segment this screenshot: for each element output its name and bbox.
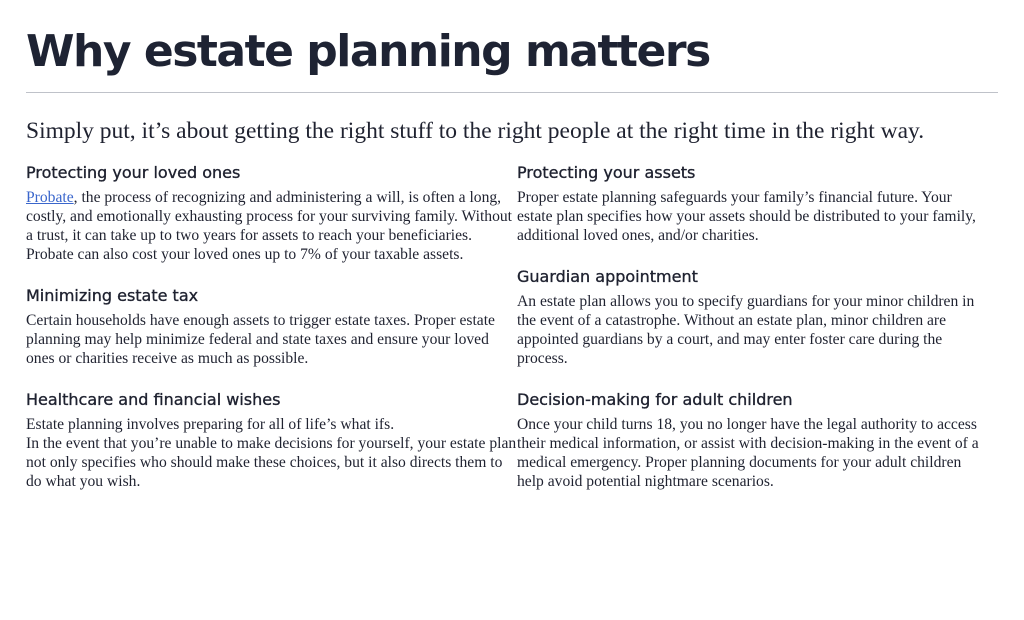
- section-heading: Healthcare and financial wishes: [26, 390, 281, 409]
- left-column: [26, 162, 517, 512]
- section-protecting-loved-ones: [26, 162, 517, 264]
- section-body: [26, 188, 517, 264]
- title-divider: [26, 92, 998, 93]
- section-heading: Decision-making for adult children: [517, 390, 793, 409]
- page-subtitle: Simply put, it’s about getting the right stuff to the right people at the right time in the right way.: [26, 118, 925, 144]
- section-heading: Guardian appointment: [517, 267, 698, 286]
- section-protecting-assets: [517, 162, 987, 245]
- section-body: Proper estate planning safeguards your family’s financial future. Your estate plan specifies how your assets should be distributed to your family, additional loved ones, and/or charities.: [517, 189, 976, 244]
- content-columns: [26, 162, 998, 512]
- section-body: [26, 415, 517, 491]
- right-column: [517, 162, 987, 512]
- section-heading: Protecting your loved ones: [26, 163, 241, 182]
- section-heading: Minimizing estate tax: [26, 286, 199, 305]
- section-heading: Protecting your assets: [517, 163, 696, 182]
- section-body: An estate plan allows you to specify guardians for your minor children in the event of a catastrophe. Without an estate plan, minor children are appointed guardians by a court, and may enter foster care during the process.: [517, 293, 975, 367]
- section-body-text: , the process of recognizing and administering a will, is often a long, costly, and emotionally exhausting process for your surviving family. Without a trust, it can take up to two years for assets to reach your beneficiaries. Probate can also cost your loved ones up to 7% of your taxable assets.: [26, 189, 513, 263]
- page-title: Why estate planning matters: [26, 26, 710, 77]
- section-body-line: Estate planning involves preparing for all of life’s what ifs.: [26, 416, 395, 433]
- section-healthcare-financial-wishes: [26, 389, 517, 491]
- section-decision-making-adult-children: [517, 389, 987, 491]
- section-minimizing-estate-tax: [26, 285, 517, 368]
- section-guardian-appointment: [517, 266, 987, 368]
- section-body-line: In the event that you’re unable to make decisions for yourself, your estate plan not only specifies who should make these choices, but it also directs them to do what you wish.: [26, 435, 517, 490]
- section-body: Once your child turns 18, you no longer have the legal authority to access their medical information, or assist with decision-making in the event of a medical emergency. Proper planning documents for your adult children help avoid potential nightmare scenarios.: [517, 416, 979, 490]
- section-body: Certain households have enough assets to trigger estate taxes. Proper estate planning may help minimize federal and state taxes and ensure your loved ones or charities receive as much as possible.: [26, 312, 495, 367]
- probate-link[interactable]: Probate: [26, 189, 74, 206]
